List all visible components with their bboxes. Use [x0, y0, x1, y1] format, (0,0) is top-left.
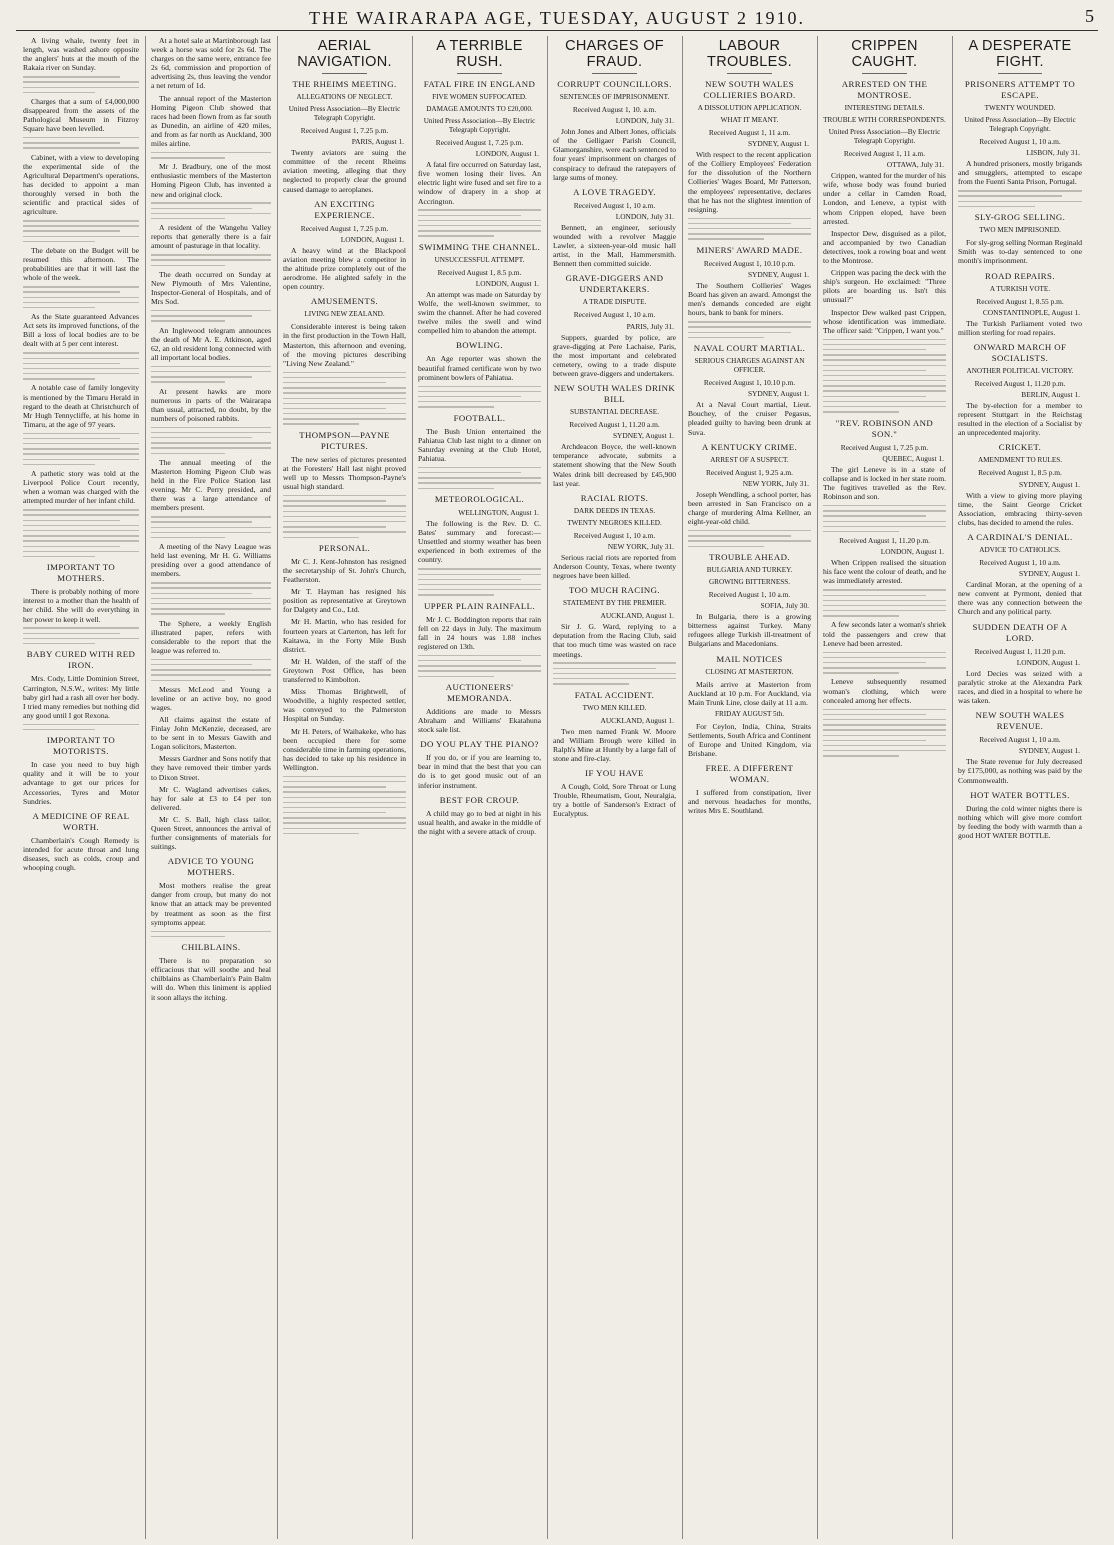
subheading: TWENTY NEGROES KILLED.	[567, 518, 662, 527]
dateline: PARIS, July 31.	[626, 321, 674, 331]
dateline: CONSTANTINOPLE, August 1.	[982, 307, 1080, 317]
paragraph: The State revenue for July decreased by £175,000, as nothing was paid by the Commonwealth.	[958, 757, 1082, 785]
heading: HOT WATER BOTTLES.	[970, 789, 1070, 800]
received-line: Received August 1, 10 a.m.	[573, 530, 656, 540]
paragraph: During the cold winter nights there is nothing which will give more comfort by feeding the body with warmth than a good HOT WATER BOTTLE.	[958, 803, 1082, 840]
received-line: Received August 1, 10.10 p.m.	[703, 258, 796, 268]
headline: A TERRIBLE RUSH.	[436, 38, 523, 70]
paragraph: A fatal fire occurred on Saturday last, five women losing their lives. An electric light wire fused and set fire to a window of drapery in a shop at Accrington.	[418, 160, 541, 206]
heading: MINERS' AWARD MADE.	[696, 244, 803, 255]
paragraph: At a hotel sale at Martinborough last week a horse was sold for 2s 6d. The charges on the same were, entrance fee 2s 6d, commission and proportion of advertising 2s, thus leaving the vendor a net return of 1d.	[151, 36, 271, 91]
paragraph: As the State guaranteed Advances Act sets its improved functions, of the Bill a loss of local bodies are to be dealt with at 5 per cent interest.	[23, 312, 139, 349]
heading: AMUSEMENTS.	[310, 296, 379, 307]
dateline: SYDNEY, August 1.	[1018, 746, 1080, 756]
subheading: INTERESTING DETAILS.	[844, 104, 925, 112]
paragraph: Mr J. Bradbury, one of the most enthusiastic members of the Masterton Homing Pigeon Club, has invented a new and original clock.	[151, 162, 271, 199]
heading: MAIL NOTICES	[716, 653, 783, 664]
heading: FATAL ACCIDENT.	[574, 689, 655, 700]
paragraph: Mr C. J. Kent-Johnston has resigned the secretaryship of St. John's Church, Featherston.	[283, 556, 406, 585]
heading: ADVICE TO YOUNG MOTHERS.	[167, 856, 255, 878]
dateline: SYDNEY, August 1.	[747, 269, 809, 279]
subheading: ADVICE TO CATHOLICS.	[979, 546, 1061, 554]
paragraph: Mr C. S. Ball, high class tailor, Queen Street, announces the arrival of further consignments of materials for suitings.	[151, 814, 271, 852]
copyright-note: United Press Association—By Electric Telegraph Copyright.	[423, 117, 536, 134]
received-line: Received August 1, 10 a.m.	[979, 137, 1061, 146]
copyright-note: United Press Association—By Electric Telegraph Copyright.	[828, 128, 941, 145]
paragraph: Mr T. Hayman has resigned his position as representative at Greytown for Dalgety and Co., Ltd.	[283, 587, 406, 615]
heading: SUDDEN DEATH OF A LORD.	[972, 621, 1068, 643]
heading: IMPORTANT TO MOTORISTS.	[46, 735, 116, 757]
column-6	[683, 36, 818, 1539]
heading: SWIMMING THE CHANNEL.	[418, 241, 541, 252]
dateline: SYDNEY, August 1.	[1018, 479, 1080, 489]
heading: FREE. A DIFFERENT WOMAN.	[705, 763, 794, 785]
paragraph: Cabinet, with a view to developing the experimental side of the Agricultural Department's operations, has decided to appoint a man thoroughly versed in both the scientific and practical sides of agriculture.	[23, 152, 139, 217]
paragraph: The death occurred on Sunday at New Plymouth of Mrs Valentine, Inspector-General of Hospitals, and of Mrs Sod.	[151, 269, 271, 307]
paragraph: Crippen was pacing the deck with the ship's surgeon. He exclaimed: "Three pilots are boarding us. Isn't this unusual?"	[823, 268, 946, 305]
paragraph: At a Naval Court martial, Lieut. Bouchey, of the cruiser Pegasus, pleaded guilty to having been drunk at Suva.	[688, 400, 811, 437]
subheading: TROUBLE WITH CORRESPONDENTS.	[823, 116, 946, 124]
heading: CHILBLAINS.	[181, 942, 241, 953]
paragraph: Inspector Dew walked past Crippen, whose identification was immediate. The officer said: "Crippen, I want you."	[823, 307, 946, 335]
paragraph: Cardinal Moran, at the opening of a new convent at Pyrmont, denied that there was any connection between the Church and any political party.	[958, 580, 1082, 617]
paragraph: In case you need to buy high quality and it will be to your advantage to get our prices for Accessories, Tyres and Motor Sundries.	[23, 760, 139, 806]
masthead-title: THE WAIRARAPA AGE, TUESDAY, AUGUST 2 1910.	[309, 8, 805, 28]
paragraph: A child may go to bed at night in his usual health, and awake in the middle of the night with a severe attack of croup.	[418, 808, 541, 836]
heading: IF YOU HAVE	[585, 768, 644, 779]
received-line: Received August 1, 10 a.m.	[573, 200, 656, 210]
copyright-note: United Press Association—By Electric Telegraph Copyright.	[288, 105, 401, 122]
heading: THE RHEIMS MEETING.	[292, 79, 397, 89]
received-line: Received August 1, 11.20 p.m.	[974, 646, 1066, 656]
paragraph: The by-election for a member to represent Stuttgart in the Reichstag resulted in the election of a Socialist by an unprecedented majority.	[958, 401, 1082, 438]
dateline: QUEBEC, August 1.	[882, 453, 944, 463]
heading: NEW SOUTH WALES DRINK BILL	[553, 383, 676, 405]
heading: NEW SOUTH WALES COLLIERIES BOARD.	[703, 79, 796, 100]
column-5	[548, 36, 683, 1539]
subheading: SUBSTANTIAL DECREASE.	[569, 408, 659, 417]
dateline: AUCKLAND, August 1.	[600, 715, 674, 725]
subheading: CLOSING AT MASTERTON.	[705, 667, 794, 676]
heading: NAVAL COURT MARTIAL.	[693, 343, 806, 354]
heading: TOO MUCH RACING.	[568, 585, 661, 596]
heading: TROUBLE AHEAD.	[709, 551, 790, 562]
paragraph: Mr C. Wagland advertises cakes, hay for sale at £3 to £4 per ton delivered.	[151, 784, 271, 812]
received-line: Received August 1, 11.20 a.m.	[569, 420, 660, 430]
heading: FOOTBALL.	[453, 412, 506, 423]
paragraph: A resident of the Wangehu Valley reports that generally there is a fair amount of pasturage in that locality.	[151, 223, 271, 251]
paragraph: Messrs Gardner and Sons notify that they have removed their timber yards to Dixon Street.	[151, 754, 271, 782]
received-line: Received August 1, 8.55 p.m.	[976, 296, 1064, 306]
dateline: NEW YORK, July 31.	[742, 478, 809, 488]
dateline: SYDNEY, August 1.	[1018, 569, 1080, 579]
heading: ROAD REPAIRS.	[985, 270, 1055, 281]
paragraph: Two men named Frank W. Moore and William Brough were killed in Ralph's Mine at Huntly by a large fall of stone and fire-clay.	[553, 726, 676, 763]
heading: DO YOU PLAY THE PIANO?	[420, 739, 539, 750]
headline: CRIPPEN CAUGHT.	[851, 38, 918, 70]
received-line: Received August 1, 11.20 p.m.	[974, 378, 1066, 388]
subheading: SENTENCES OF IMPRISONMENT.	[559, 93, 670, 101]
paragraph: With a view to giving more playing time, the Saint George Cricket Association, embracing thirty-seven clubs, has decided to amend the rules.	[958, 490, 1082, 527]
heading: ARRESTED ON THE MONTROSE.	[841, 79, 928, 100]
paragraph: The girl Leneve is in a state of collapse and is locked in her state room. The fugitives travelled as the Rev. Robinson and son.	[823, 464, 946, 502]
dateline: SYDNEY, August 1.	[612, 431, 674, 441]
column-2	[146, 36, 278, 1539]
page-number: 5	[1085, 6, 1094, 26]
paragraph: An attempt was made on Saturday by Wolfe, the well-known swimmer, to swim the channel. After he had covered twelve miles the swell and wind compelled him to abandon the attempt.	[418, 289, 541, 336]
paragraph: In Bulgaria, there is a growing bitterness against Turkey. Many refugees allege Turkish ill-treatment of Bulgarians and Macedonians.	[688, 612, 811, 649]
headline: CHARGES OF FRAUD.	[565, 38, 664, 70]
column-1	[18, 36, 146, 1539]
subheading: TWO MEN IMPRISONED.	[979, 226, 1061, 235]
column-8	[953, 36, 1088, 1539]
heading: ONWARD MARCH OF SOCIALISTS.	[973, 341, 1067, 363]
paragraph: At present hawks are more numerous in parts of the Wairarapa than usual, attracted, no doubt, by the numbers of poisoned rabbits.	[151, 386, 271, 423]
paragraph: For Ceylon, India, China, Straits Settlements, South Africa and Continent of Europe and United Kingdom, via Brisbane.	[688, 721, 811, 759]
paragraph: Considerable interest is being taken in the first production in the Town Hall, Masterton, this afternoon and evening, of the moving pictures describing "Living New Zealand."	[283, 322, 406, 368]
dateline: SOFIA, July 30.	[760, 601, 809, 611]
heading: "REV. ROBINSON AND SON."	[835, 417, 934, 439]
paragraph: Mr H. Martin, who has resided for fourteen years at Carterton, has left for Kaitawa, in the Forty Mile Bush district.	[283, 617, 406, 654]
heading: BEST FOR CROUP.	[439, 794, 520, 805]
headline: A DESPERATE FIGHT.	[968, 38, 1072, 70]
received-line: Received August 1, 10 a.m.	[573, 310, 656, 320]
dateline: LISBON, July 31.	[1026, 148, 1080, 158]
dateline: LONDON, July 31.	[615, 116, 674, 126]
paragraph: A living whale, twenty feet in length, was washed ashore opposite the anglers' huts at the mouth of the Rakaia river on Sunday.	[23, 36, 139, 73]
paragraph: Messrs McLeod and Young a leveline or an active boy, no good wages.	[151, 684, 271, 712]
received-line: Received August 1, 8.5 p.m.	[978, 468, 1062, 478]
received-line: Received August 1, 8.5 p.m.	[437, 267, 522, 277]
heading: PERSONAL.	[318, 542, 371, 553]
heading: A LOVE TRAGEDY.	[573, 186, 656, 197]
paragraph: Most mothers realise the great danger from croup, but many do not know that an attack may be prevented by treatment as soon as the first symptoms appear.	[151, 881, 271, 927]
heading: A MEDICINE OF REAL WORTH.	[32, 810, 130, 832]
paragraph: Mrs. Cody, Little Dominion Street, Carrington, N.S.W., writes: My little baby girl had a rash all over her body. I tried many remedies but nothing did any good until I got Rexona.	[23, 674, 139, 720]
subheading: AMENDMENT TO RULES.	[977, 456, 1063, 465]
dateline: LONDON, August 1.	[880, 547, 944, 557]
received-line: Received August 1, 7.25 p.m.	[840, 442, 929, 452]
paragraph: Sir J. G. Ward, replying to a deputation from the Racing Club, said that too much time was wasted on race meetings.	[553, 622, 676, 659]
column-4	[413, 36, 548, 1539]
heading: A CARDINAL'S DENIAL.	[967, 532, 1073, 542]
headline: AERIAL NAVIGATION.	[297, 38, 392, 70]
heading: BABY CURED WITH RED IRON.	[26, 649, 136, 671]
paragraph: Mr H. Walden, of the staff of the Greytown Post Office, has been transferred to Kimbolton.	[283, 656, 406, 685]
heading: CORRUPT COUNCILLORS.	[557, 79, 672, 89]
paragraph: Archdeacon Boyce, the well-known temperance advocate, submits a statement showing that the New South Wales drink bill decreased by £45,900 last year.	[553, 442, 676, 488]
received-line: Received August 1, 7.25 p.m.	[300, 126, 389, 135]
paragraph: A hundred prisoners, mostly brigands and smugglers, attempted to escape from the Fuenti Santa Prison, Portugal.	[958, 159, 1082, 187]
paragraph: When Crippen realised the situation his face went the colour of death, and he was immediately arrested.	[823, 558, 946, 586]
paragraph: The annual report of the Masterton Homing Pigeon Club showed that races had been flown from as far south as Dunedin, an airline of 420 miles, and from as far north as Auckland, 300 miles airline.	[151, 93, 271, 149]
heading: SLY-GROG SELLING.	[974, 212, 1066, 223]
received-line: Received August 1, 11 a.m.	[843, 149, 926, 158]
received-line: Received August 1, 10 a.m.	[708, 589, 791, 599]
paragraph: Chamberlain's Cough Remedy is intended for acute throat and lung diseases, such as colds, croup and whooping cough.	[23, 835, 139, 872]
heading: AN EXCITING EXPERIENCE.	[314, 198, 375, 220]
subheading: ANOTHER POLITICAL VICTORY.	[966, 366, 1074, 375]
copyright-note: United Press Association—By Electric Telegraph Copyright.	[964, 116, 1076, 133]
paragraph: A pathetic story was told at the Liverpool Police Court recently, when a woman was charged with the attempted murder of her infant child.	[23, 469, 139, 506]
heading: IMPORTANT TO MOTHERS.	[46, 562, 116, 584]
subheading: A DISSOLUTION APPLICATION.	[697, 104, 802, 112]
paragraph: A Cough, Cold, Sore Throat or Lung Trouble, Rheumatism, Gout, Neuralgia, try a bottle of Sanderson's Extract of Eucalyptus.	[553, 782, 676, 819]
paragraph: Mr J. C. Boddington reports that rain fell on 22 days in July. The maximum fall in 24 hours was 1.88 inches registered on 13th.	[418, 614, 541, 651]
subheading: GROWING BITTERNESS.	[708, 577, 791, 586]
paragraph: A meeting of the Navy League was held last evening, Mr H. G. Williams presiding over a good attendance of members.	[151, 542, 271, 579]
dateline: LONDON, July 31.	[615, 211, 674, 221]
received-line: Received August 1, 10. a.m.	[572, 105, 657, 114]
paragraph: An Age reporter was shown the beautiful framed certificate won by two prominent bowlers of Pahiatua.	[418, 354, 541, 382]
paragraph: The Sphere, a weekly English illustrated paper, refers with considerable to the report that the league was referred to.	[151, 618, 271, 655]
dateline: OTTAWA, July 31.	[886, 160, 944, 170]
subheading: STATEMENT BY THE PREMIER.	[562, 599, 667, 608]
paragraph: Inspector Dew, disguised as a pilot, and accompanied by two Canadian detectives, took a rowing boat and went to the Montrose.	[823, 228, 946, 266]
paragraph: Lord Decies was seized with a paralytic stroke at the Alexandra Park races, and died in a hospital to where he was taken.	[958, 668, 1082, 706]
subheading: WHAT IT MEANT.	[720, 116, 779, 124]
paragraph: For sly-grog selling Norman Reginald Smith was to-day sentenced to one month's imprisonment.	[958, 238, 1083, 266]
heading: A KENTUCKY CRIME.	[701, 441, 798, 452]
heading: RACIAL RIOTS.	[580, 492, 649, 503]
heading: AUCTIONEERS' MEMORANDA.	[445, 681, 514, 703]
subheading: BULGARIA AND TURKEY.	[706, 565, 793, 574]
paragraph: Joseph Wendling, a school porter, has been arrested in San Francisco on a charge of murdering Alma Kellner, an eight-year-old child.	[688, 489, 811, 527]
column-7	[818, 36, 953, 1539]
paragraph: I suffered from constipation, liver and nervous headaches for months, writes Mrs E. Southland.	[688, 788, 811, 816]
column-3	[278, 36, 413, 1539]
received-line: Received August 1, 10 a.m.	[979, 558, 1061, 567]
headline: LABOUR TROUBLES.	[707, 38, 792, 70]
paragraph: All claims against the estate of Finlay John McKenzie, deceased, are to be sent in to Messrs Gawith and Logan solicitors, Masterton.	[151, 714, 271, 752]
paragraph: The debate on the Budget will be resumed this afternoon. The probabilities are that it will last the whole of the week.	[23, 246, 139, 283]
heading: FATAL FIRE IN ENGLAND	[423, 79, 536, 89]
dateline: NEW YORK, July 31.	[607, 541, 674, 551]
paragraph: There is probably nothing of more interest to a mother than the health of her child. She will do everything in her power to keep it well.	[23, 587, 139, 624]
paragraph: Miss Thomas Brightwell, of Woodville, a highly respected settler, was conveyed to the Palmerston Hospital on Sunday.	[283, 687, 406, 724]
dateline: LONDON, August 1.	[1016, 657, 1080, 667]
paragraph: The Bush Union entertained the Pahiatua Club last night to a dinner on Saturday evening at the Club Hotel, Pahiatua.	[418, 426, 541, 463]
paragraph: The following is the Rev. D. C. Bates' summary and forecast:—Unsettled and stormy weather has been experienced in both extremes of the country.	[418, 519, 541, 565]
heading: METEOROLOGICAL.	[434, 493, 525, 504]
paragraph: With respect to the recent application of the Colliery Employees' Federation for the dissolution of the Northern Collieries' Wages Board, Mr Patterson, the employees' representative, declares that he has not the slightest intention of resigning.	[688, 150, 811, 214]
subheading: UNSUCCESSFUL ATTEMPT.	[434, 255, 525, 264]
subheading: TWO MEN KILLED.	[582, 703, 647, 712]
received-line: Received August 1, 7.25 p.m.	[300, 223, 389, 233]
paragraph: Crippen, wanted for the murder of his wife, whose body was found buried under a cellar in Camden Road, London, and Leneve, a typist with whom Crippen eloped, have been arrested.	[823, 171, 946, 226]
paragraph: Suppers, guarded by police, are grave-digging at Pere Lachaise, Paris, the most important and celebrated cemetery, owing to a trade dispute between grave-diggers and undertakers.	[553, 332, 676, 378]
dateline: PARIS, August 1.	[351, 137, 404, 147]
received-line: Received August 1, 7.25 p.m.	[435, 138, 524, 147]
dateline: WELLINGTON, August 1.	[458, 507, 539, 517]
paragraph: Leneve subsequently resumed woman's clothing, which were concealed among her effects.	[823, 677, 946, 705]
subheading: A TRADE DISPUTE.	[582, 298, 647, 307]
columns	[18, 36, 1104, 1539]
masthead	[16, 6, 1098, 31]
paragraph: John Jones and Albert Jones, officials of the Gelligaer Parish Council, Glamorganshire, were each sentenced to four years' imprisonment on charges of conspiracy to defraud the ratepayers of large sums of money.	[553, 127, 676, 182]
received-line: Received August 1, 9.25 a.m.	[705, 467, 794, 477]
subheading: LIVING NEW ZEALAND.	[304, 310, 385, 319]
paragraph: Bennett, an engineer, seriously wounded with a revolver Maggie Lawler, a sixteen-year-old music hall artist, in the Mall, Hammersmith. Bennett then committed suicide.	[553, 222, 676, 269]
dateline: LONDON, August 1.	[475, 278, 539, 288]
received-line: Received August 1, 11.20 p.m.	[839, 536, 930, 546]
paragraph: If you do, or if you are learning to, bear in mind that the best that you can do is to get good music out of an inferior instrument.	[418, 753, 541, 790]
heading: BOWLING.	[456, 340, 503, 351]
paragraph: The new series of pictures presented at the Foresters' Hall last night proved well up to Messrs Thompson-Payne's usual high standard.	[283, 454, 406, 492]
heading: PRISONERS ATTEMPT TO ESCAPE.	[964, 79, 1076, 100]
paragraph: Charges that a sum of £4,000,000 disappeared from the assets of the Pathological Museum in Fitzroy Square have been levelled.	[23, 96, 139, 134]
subheading: FIVE WOMEN SUFFOCATED.	[432, 93, 527, 101]
dateline: LONDON, August 1.	[340, 234, 404, 244]
heading: THOMPSON—PAYNE PICTURES.	[299, 429, 390, 451]
heading: CRICKET.	[998, 442, 1042, 453]
heading: UPPER PLAIN RAINFALL.	[423, 600, 536, 611]
heading: NEW SOUTH WALES REVENUE.	[975, 710, 1065, 732]
subheading: DAMAGE AMOUNTS TO £20,000.	[426, 105, 533, 113]
paragraph: A notable case of family longevity is mentioned by the Timaru Herald in regard to the death at Christchurch of Mr Hugh Tennycliffe, at his home in Timaru, at the age of 97 years.	[23, 383, 139, 429]
paragraph: A few seconds later a woman's shriek told the passengers and crew that Leneve had been arrested.	[823, 620, 946, 648]
paragraph: Twenty aviators are suing the committee of the recent Rheims aviation meeting, alleging that they neglected to properly clear the ground caused damage to aeroplanes.	[283, 148, 406, 194]
received-line: Received August 1, 11 a.m.	[708, 128, 791, 137]
paragraph: Mails arrive at Masterton from Auckland at 10 p.m. For Auckland, via Main Trunk Line, close daily at 11 a.m.	[688, 679, 811, 707]
paragraph: The Turkish Parliament voted two million sterling for road repairs.	[958, 318, 1082, 337]
subheading: SERIOUS CHARGES AGAINST AN OFFICER.	[694, 357, 805, 375]
subheading: FRIDAY AUGUST 5th.	[714, 709, 785, 718]
dateline: SYDNEY, August 1.	[747, 139, 809, 149]
dateline: AUCKLAND, August 1.	[600, 611, 674, 621]
dateline: BERLIN, August 1.	[1021, 389, 1080, 399]
paragraph: There is no preparation so efficacious that will soothe and heal chilblains as Chamberlain's Pain Balm will do. When this liniment is applied it soon allays the itching.	[151, 956, 271, 1002]
subheading: TWENTY WOUNDED.	[984, 104, 1056, 112]
subheading: A TURKISH VOTE.	[989, 284, 1051, 293]
received-line: Received August 1, 10 a.m.	[979, 735, 1061, 745]
heading: GRAVE-DIGGERS AND UNDERTAKERS.	[565, 273, 664, 295]
dateline: LONDON, August 1.	[475, 149, 539, 159]
subheading: ARREST OF A SUSPECT.	[710, 455, 789, 464]
paragraph: The Southern Collieries' Wages Board has given an award. Amongst the men's demands conceded are eight hours, bank to bank for miners.	[688, 280, 811, 318]
paragraph: The annual meeting of the Masterton Homing Pigeon Club was held in the Fire Police Station last evening. Mr C. Perry presided, and there was a large attendance of members present.	[151, 457, 271, 513]
subheading: ALLEGATIONS OF NEGLECT.	[296, 93, 393, 101]
dateline: SYDNEY, August 1.	[747, 389, 809, 399]
paragraph: Serious racial riots are reported from Anderson County, Texas, where twenty negroes have been killed.	[553, 552, 676, 581]
paragraph: An Inglewood telegram announces the death of Mr A. E. Atkinson, aged 62, an old resident long connected with all important local bodies.	[151, 325, 271, 362]
paragraph: A heavy wind at the Blackpool aviation meeting blew a competitor in the altitude prize completely out of the aerodrome. He alighted safely in the open country.	[283, 245, 406, 292]
paragraph: Mr H. Peters, of Waihakeke, who has been occupied there for some considerable time in farming operations, has decided to take up his residence in Wellington.	[283, 726, 406, 772]
subheading: DARK DEEDS IN TEXAS.	[573, 506, 656, 515]
received-line: Received August 1, 10.10 p.m.	[703, 378, 796, 388]
paragraph: Additions are made to Messrs Abraham and Williams' Ekatahuna stock sale list.	[418, 706, 541, 735]
